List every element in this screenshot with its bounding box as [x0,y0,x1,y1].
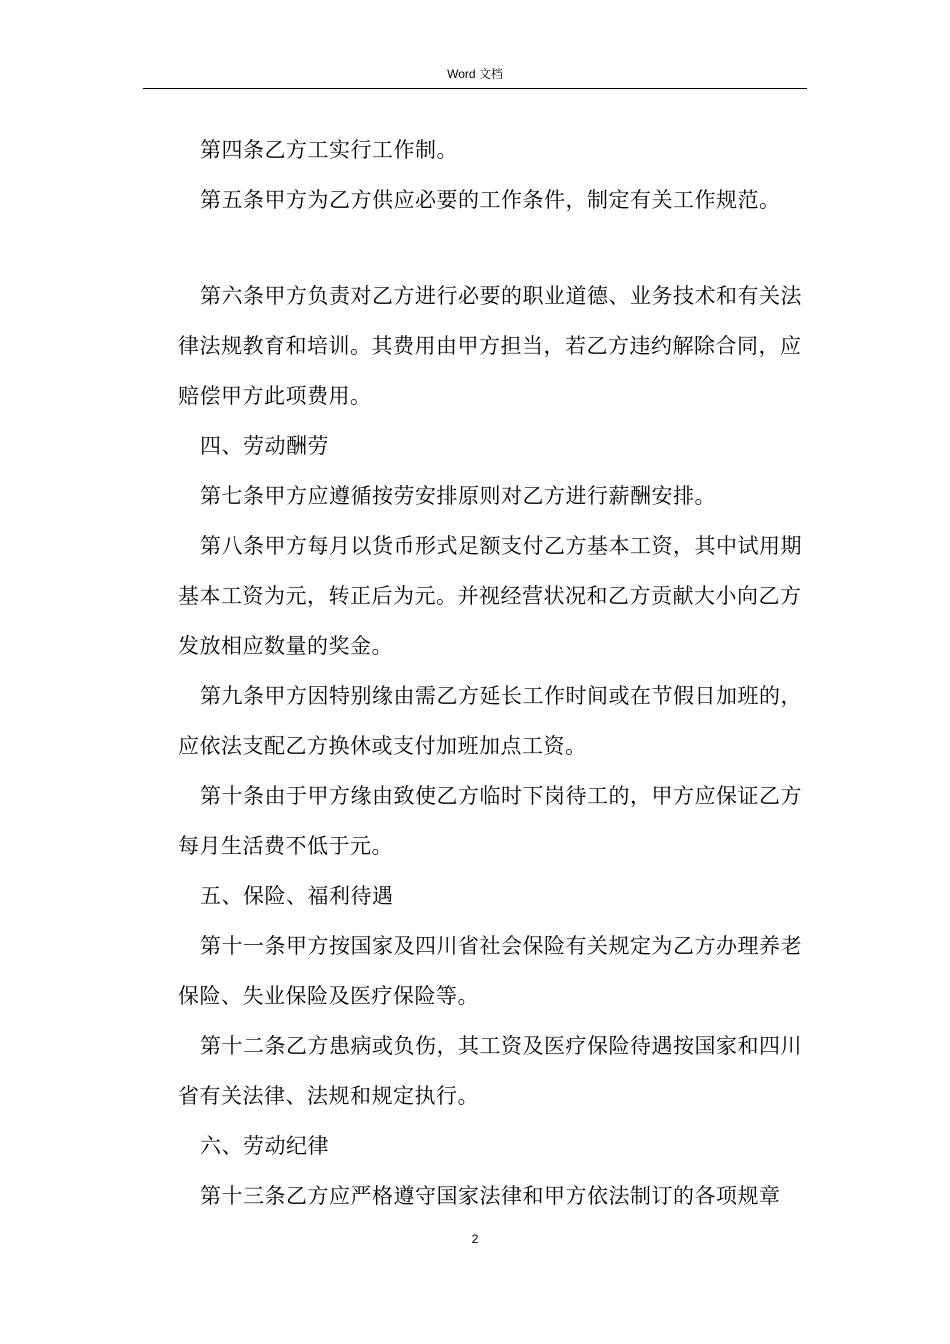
paragraph-article-6: 第六条甲方负责对乙方进行必要的职业道德、业务技术和有关法律法规教育和培训。其费用由甲方担当，若乙方违约解除合同，应赔偿甲方此项费用。 [178,284,802,408]
section-heading-remuneration: 四、劳动酬劳 [200,434,329,458]
paragraph-article-13: 第十三条乙方应严格遵守国家法律和甲方依法制订的各项规章 [200,1184,781,1208]
paragraph-article-4: 第四条乙方工实行工作制。 [200,138,458,162]
paragraph-spacer [178,225,810,271]
document-body [178,125,810,1221]
paragraph-article-11: 第十一条甲方按国家及四川省社会保险有关规定为乙方办理养老保险、失业保险及医疗保险等。 [178,934,802,1008]
paragraph-article-7: 第七条甲方应遵循按劳安排原则对乙方进行薪酬安排。 [200,484,716,508]
section-heading-insurance: 五、保险、福利待遇 [200,884,394,908]
page-number: 2 [471,1232,479,1246]
paragraph-article-10: 第十条由于甲方缘由致使乙方临时下岗待工的，甲方应保证乙方每月生活费不低于元。 [178,784,802,858]
header-title: Word 文档 [447,67,503,81]
paragraph-article-9: 第九条甲方因特别缘由需乙方延长工作时间或在节假日加班的，应依法支配乙方换休或支付加班加点工资。 [178,684,802,758]
paragraph-article-12: 第十二条乙方患病或负伤，其工资及医疗保险待遇按国家和四川省有关法律、法规和规定执行。 [178,1034,802,1108]
section-heading-discipline: 六、劳动纪律 [200,1134,329,1158]
paragraph-article-8: 第八条甲方每月以货币形式足额支付乙方基本工资，其中试用期基本工资为元，转正后为元。并视经营状况和乙方贡献大小向乙方发放相应数量的奖金。 [178,534,802,658]
page-header [143,66,807,89]
paragraph-article-5: 第五条甲方为乙方供应必要的工作条件，制定有关工作规范。 [200,188,781,212]
page-footer [0,1232,950,1246]
